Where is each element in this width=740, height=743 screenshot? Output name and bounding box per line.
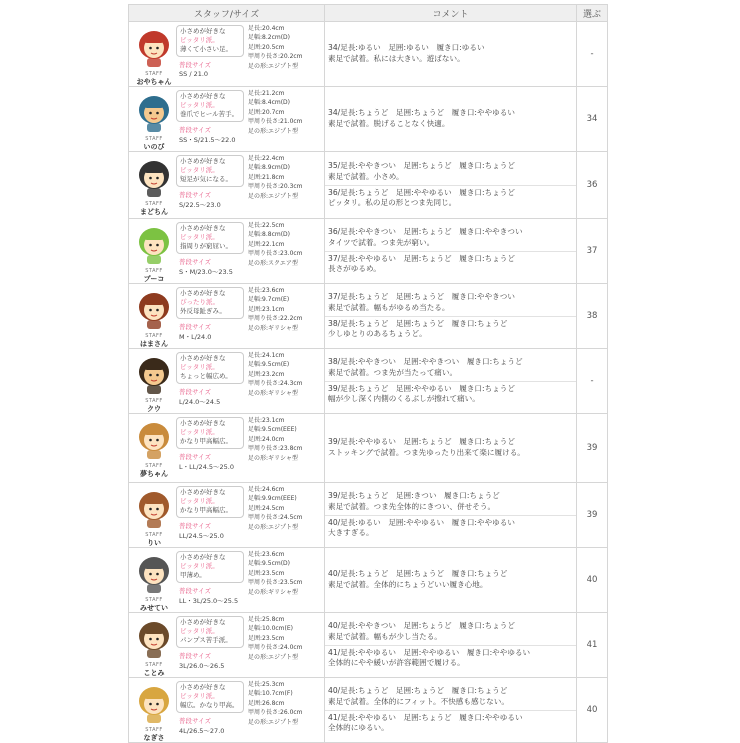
bubble-line-1: 小さめが好きな <box>180 92 226 100</box>
bubble-line-2: ピッタリ派。 <box>180 497 219 505</box>
comment-cell <box>325 87 577 152</box>
foot-measurements <box>248 680 324 727</box>
speech-bubble <box>176 551 244 583</box>
measurement-line: 足囲:26.8cm <box>248 699 285 707</box>
comment-block <box>325 252 576 277</box>
normal-size-label: 普段サイズ <box>179 453 211 461</box>
speech-bubble <box>176 155 244 187</box>
comment-line: 素足で試着。全体的にちょうどいい履き心地。 <box>328 580 488 589</box>
choice-cell: 40 <box>577 678 608 743</box>
comment-cell <box>325 678 577 743</box>
staff-nickname: おやちゃん <box>136 78 172 86</box>
bubble-line-3: 幅広。かなり甲高。 <box>180 701 239 709</box>
bubble-line-1: 小さめが好きな <box>180 354 226 362</box>
normal-size-value: 4L/26.5～27.0 <box>179 727 225 735</box>
comment-line: 40/足長:ちょうど 足囲:ちょうど 履き口:ちょうど <box>328 569 508 579</box>
foot-measurements <box>248 615 324 662</box>
comment-block <box>325 489 576 515</box>
staff-cell <box>129 548 325 613</box>
choice-cell: 39 <box>577 414 608 483</box>
speech-bubble <box>176 417 244 449</box>
normal-size-value: LL/24.5～25.0 <box>179 532 224 540</box>
foot-measurements <box>248 550 324 597</box>
table-body <box>129 22 608 743</box>
measurement-line: 甲周り長さ:20.3cm <box>248 183 303 191</box>
foot-measurements <box>248 89 324 136</box>
choice-cell: 39 <box>577 483 608 548</box>
measurement-line: 足の形:エジプト型 <box>248 653 299 661</box>
comment-line: 全体的にゆるい。 <box>328 723 389 733</box>
measurement-line: 足長:25.8cm <box>248 616 285 623</box>
normal-size-value: S・M/23.0～23.5 <box>179 268 233 276</box>
normal-size-label: 普段サイズ <box>179 388 211 396</box>
comment-block <box>325 186 576 211</box>
measurement-line: 足の形:エジプト型 <box>248 62 299 70</box>
measurement-line: 足幅:8.8cm(D) <box>248 231 291 239</box>
foot-measurements <box>248 286 324 333</box>
normal-size-value: L・LL/24.5～25.0 <box>179 463 234 471</box>
staff-avatar-icon <box>133 355 175 395</box>
comment-cell <box>325 284 577 349</box>
bubble-line-2: ピッタリ派。 <box>180 166 219 174</box>
bubble-line-3: 指周りが窮屈い。 <box>180 242 232 250</box>
bubble-line-3: パンプス苦手派。 <box>180 636 232 644</box>
normal-size-value: 3L/26.0～26.5 <box>179 662 225 670</box>
comment-block <box>325 225 576 251</box>
comment-line: 素足で試着。私には大きい。遊ばない。 <box>328 54 465 63</box>
measurement-line: 甲周り長さ:21.0cm <box>248 118 303 126</box>
comment-line: タイツで試着。つま先が窮い。 <box>328 237 435 247</box>
speech-bubble <box>176 616 244 648</box>
comment-block <box>325 646 576 671</box>
comment-line: 素足で試着。つま先が当たって痛い。 <box>328 367 458 377</box>
choice-cell: 34 <box>577 87 608 152</box>
foot-measurements <box>248 351 324 398</box>
measurement-line: 足の形:ギリシャ型 <box>248 324 298 332</box>
comment-line: 素足で試着。幅もが少し当たる。 <box>328 631 442 641</box>
staff-nickname: ことみ <box>143 669 165 677</box>
measurement-line: 甲周り長さ:23.0cm <box>248 250 303 258</box>
measurement-line: 足幅:9.9cm(EEE) <box>248 495 297 503</box>
comment-cell <box>325 613 577 678</box>
staff-nickname: いのび <box>143 143 165 151</box>
bubble-line-2: ピッタリ派。 <box>180 627 219 635</box>
measurement-line: 足幅:9.7cm(E) <box>248 296 290 304</box>
choice-cell: 38 <box>577 284 608 349</box>
normal-size-label: 普段サイズ <box>179 717 211 725</box>
staff-cell <box>129 22 325 87</box>
bubble-line-1: 小さめが好きな <box>180 618 226 626</box>
table-row <box>129 219 608 284</box>
bubble-line-2: ぴったり派。 <box>180 298 219 306</box>
foot-measurements <box>248 416 324 463</box>
comment-line: 40/足長:ちょうど 足囲:ちょうど 履き口:ちょうど <box>328 686 508 696</box>
bubble-line-1: 小さめが好きな <box>180 683 226 691</box>
speech-bubble <box>176 681 244 713</box>
comment-line: 34/足長:ちょうど 足囲:ちょうど 履き口:ややゆるい <box>328 108 515 118</box>
normal-size-value: L/24.0～24.5 <box>179 398 221 406</box>
measurement-line: 足幅:10.7cm(F) <box>248 690 293 698</box>
staff-role-label: STAFF <box>145 597 163 603</box>
normal-size-label: 普段サイズ <box>179 191 211 199</box>
speech-bubble <box>176 90 244 122</box>
comment-line: 35/足長:ややきつい 足囲:ちょうど 履き口:ちょうど <box>328 161 515 171</box>
measurement-line: 足囲:21.8cm <box>248 173 285 181</box>
measurement-line: 足囲:23.5cm <box>248 569 285 577</box>
bubble-line-2: ピッタリ派。 <box>180 36 219 44</box>
table-row <box>129 349 608 414</box>
measurement-line: 足囲:23.1cm <box>248 305 285 313</box>
table-row <box>129 613 608 678</box>
normal-size-label: 普段サイズ <box>179 522 211 530</box>
bubble-line-2: ピッタリ派。 <box>180 562 219 570</box>
comment-line: 38/足長:ちょうど 足囲:ちょうど 履き口:ちょうど <box>328 318 508 328</box>
normal-size-label: 普段サイズ <box>179 126 211 134</box>
measurement-line: 足囲:22.1cm <box>248 240 285 248</box>
measurement-line: 足幅:9.5cm(EEE) <box>248 426 297 434</box>
measurement-line: 足長:23.6cm <box>248 551 285 558</box>
comment-line: 38/足長:ややきつい 足囲:ややきつい 履き口:ちょうど <box>328 357 523 367</box>
bubble-line-2: ピッタリ派。 <box>180 101 219 109</box>
bubble-line-1: 小さめが好きな <box>180 419 226 427</box>
table-row <box>129 22 608 87</box>
comment-block <box>325 290 576 316</box>
table-row <box>129 548 608 613</box>
measurement-line: 足囲:20.5cm <box>248 43 285 51</box>
staff-nickname: はまさん <box>140 340 168 348</box>
measurement-line: 足長:22.5cm <box>248 222 285 229</box>
measurement-line: 甲周り長さ:22.2cm <box>248 315 303 323</box>
table-row <box>129 87 608 152</box>
measurement-line: 足長:25.3cm <box>248 681 285 688</box>
staff-avatar-icon <box>133 93 175 133</box>
measurement-line: 足幅:9.5cm(E) <box>248 361 290 369</box>
choice-cell: 37 <box>577 219 608 284</box>
bubble-line-3: かなり甲高幅広。 <box>180 437 232 445</box>
measurement-line: 足の形:エジプト型 <box>248 718 299 726</box>
foot-measurements <box>248 24 324 71</box>
comment-line: 素足で試着。つま先全体的にきつい、併せそう。 <box>328 501 496 511</box>
staff-cell <box>129 152 325 219</box>
measurement-line: 甲周り長さ:24.5cm <box>248 514 303 522</box>
comment-block <box>325 516 576 541</box>
comment-line: 37/足長:ややゆるい 足囲:ちょうど 履き口:ちょうど <box>328 253 515 263</box>
bubble-line-3: かなり甲高幅広。 <box>180 506 232 514</box>
comment-line: 幅が少し深く内側のくるぶしが擦れて痛い。 <box>328 394 480 404</box>
measurement-line: 足長:24.1cm <box>248 352 285 359</box>
staff-nickname: まどちん <box>140 208 168 216</box>
measurement-line: 足囲:20.7cm <box>248 108 285 116</box>
measurement-line: 足幅:8.4cm(D) <box>248 99 291 107</box>
measurement-line: 足の形:ギリシャ型 <box>248 389 298 397</box>
speech-bubble <box>176 287 244 319</box>
measurement-line: 足幅:10.0cm(E) <box>248 625 293 633</box>
comment-line: 大きすぎる。 <box>328 528 374 538</box>
staff-avatar-icon <box>133 225 175 265</box>
comment-line: 34/足長:ゆるい 足囲:ゆるい 履き口:ゆるい <box>328 43 485 53</box>
comment-block <box>325 355 576 381</box>
staff-cell <box>129 349 325 414</box>
bubble-line-2: ピッタリ派。 <box>180 692 219 700</box>
foot-measurements <box>248 485 324 532</box>
normal-size-label: 普段サイズ <box>179 587 211 595</box>
measurement-line: 足幅:8.2cm(D) <box>248 34 291 42</box>
normal-size-value: LL・3L/25.0～25.5 <box>179 597 239 605</box>
measurement-line: 甲周り長さ:26.0cm <box>248 709 303 717</box>
measurement-line: 足の形:ギリシャ型 <box>248 454 298 462</box>
staff-role-label: STAFF <box>145 268 163 274</box>
comment-line: 36/足長:ややきつい 足囲:ちょうど 履き口:ややきつい <box>328 227 523 237</box>
measurement-line: 足長:22.4cm <box>248 155 285 162</box>
normal-size-value: SS・S/21.5～22.0 <box>179 136 236 144</box>
header-choice: 選ぶ <box>577 5 608 22</box>
staff-role-label: STAFF <box>145 532 163 538</box>
speech-bubble <box>176 486 244 518</box>
normal-size-value: S/22.5～23.0 <box>179 201 221 209</box>
staff-cell <box>129 483 325 548</box>
comment-line: 長さがゆるめ。 <box>328 264 381 274</box>
comment-line: ピッタリ。私の足の形とつま先同じ。 <box>328 198 457 208</box>
comment-line: 全体的にやや緩いが許容範囲で履ける。 <box>328 658 465 668</box>
foot-measurements <box>248 221 324 268</box>
bubble-line-2: ピッタリ派。 <box>180 233 219 241</box>
size-table-wrapper <box>128 4 607 743</box>
comment-block <box>325 684 576 710</box>
staff-nickname: クウ <box>147 405 161 413</box>
comment-cell <box>325 414 577 483</box>
staff-avatar-icon <box>133 28 175 68</box>
staff-nickname: プーコ <box>143 275 165 283</box>
bubble-line-1: 小さめが好きな <box>180 27 226 35</box>
normal-size-value: SS / 21.0 <box>179 70 209 78</box>
staff-nickname: りい <box>147 539 161 547</box>
comment-cell <box>325 483 577 548</box>
measurement-line: 甲周り長さ:23.5cm <box>248 579 303 587</box>
measurement-line: 甲周り長さ:24.0cm <box>248 644 303 652</box>
comment-cell <box>325 349 577 414</box>
comment-line: 40/足長:ややきつい 足囲:ちょうど 履き口:ちょうど <box>328 621 515 631</box>
comment-line: 素足で試着。全体的にフィット。不快感も感じない。 <box>328 696 509 706</box>
measurement-line: 足囲:23.5cm <box>248 634 285 642</box>
staff-avatar-icon <box>133 420 175 460</box>
measurement-line: 足長:21.2cm <box>248 90 285 97</box>
comment-line: 40/足長:ゆるい 足囲:ややゆるい 履き口:ややゆるい <box>328 517 515 527</box>
staff-cell <box>129 87 325 152</box>
staff-avatar-icon <box>133 290 175 330</box>
bubble-line-1: 小さめが好きな <box>180 488 226 496</box>
measurement-line: 足長:20.4cm <box>248 25 285 32</box>
measurement-line: 足の形:スクエア型 <box>248 259 298 267</box>
comment-cell <box>325 219 577 284</box>
comment-line: 41/足長:ややゆるい 足囲:ちょうど 履き口:ややゆるい <box>328 712 523 722</box>
measurement-line: 足の形:ギリシャ型 <box>248 588 298 596</box>
normal-size-label: 普段サイズ <box>179 258 211 266</box>
measurement-line: 足囲:24.5cm <box>248 504 285 512</box>
comment-block <box>325 567 576 592</box>
bubble-line-3: 甲薄め。 <box>180 571 206 579</box>
comment-line: 36/足長:ちょうど 足囲:ややゆるい 履き口:ちょうど <box>328 187 515 197</box>
comment-line: 素足で試着。幅もがゆるめ当たる。 <box>328 302 450 312</box>
staff-role-label: STAFF <box>145 71 163 77</box>
staff-nickname: みせてい <box>140 604 168 612</box>
bubble-line-2: ピッタリ派。 <box>180 428 219 436</box>
comment-line: 素足で試着。脱げることなく快適。 <box>328 119 450 128</box>
comment-line: 39/足長:ちょうど 足囲:ややゆるい 履き口:ちょうど <box>328 383 515 393</box>
comment-cell <box>325 152 577 219</box>
measurement-line: 足長:23.6cm <box>248 287 285 294</box>
speech-bubble <box>176 352 244 384</box>
header-comment: コメント <box>325 5 577 22</box>
normal-size-label: 普段サイズ <box>179 323 211 331</box>
staff-avatar-icon <box>133 684 175 724</box>
normal-size-value: M・L/24.0 <box>179 333 212 341</box>
table-row <box>129 152 608 219</box>
table-row <box>129 678 608 743</box>
measurement-line: 甲周り長さ:20.2cm <box>248 53 303 61</box>
staff-role-label: STAFF <box>145 333 163 339</box>
comment-block <box>325 159 576 185</box>
comment-line: 39/足長:ちょうど 足囲:きつい 履き口:ちょうど <box>328 491 500 501</box>
measurement-line: 足囲:23.2cm <box>248 370 285 378</box>
staff-role-label: STAFF <box>145 201 163 207</box>
measurement-line: 足の形:エジプト型 <box>248 192 299 200</box>
bubble-line-3: 巻爪でヒール苦手。 <box>180 110 239 118</box>
comment-block <box>325 382 576 407</box>
bubble-line-1: 小さめが好きな <box>180 289 226 297</box>
comment-line: 39/足長:ややゆるい 足囲:ちょうど 履き口:ちょうど <box>328 437 515 447</box>
staff-avatar-icon <box>133 554 175 594</box>
measurement-line: 足の形:エジプト型 <box>248 523 299 531</box>
comment-line: ストッキングで試着。つま先ゆったり出来て楽に履ける。 <box>328 448 525 457</box>
staff-avatar-icon <box>133 158 175 198</box>
comment-line: 素足で試着。小さめ。 <box>328 171 404 181</box>
normal-size-label: 普段サイズ <box>179 652 211 660</box>
bubble-line-3: 短足が気になる。 <box>180 175 232 183</box>
measurement-line: 足長:23.1cm <box>248 417 285 424</box>
foot-measurements <box>248 154 324 201</box>
choice-cell: 40 <box>577 548 608 613</box>
measurement-line: 足囲:24.0cm <box>248 435 285 443</box>
speech-bubble <box>176 222 244 254</box>
staff-cell <box>129 414 325 483</box>
measurement-line: 足の形:エジプト型 <box>248 127 299 135</box>
staff-role-label: STAFF <box>145 727 163 733</box>
measurement-line: 足幅:9.5cm(D) <box>248 560 291 568</box>
staff-cell <box>129 284 325 349</box>
comment-line: 41/足長:ややゆるい 足囲:ややゆるい 履き口:ややゆるい <box>328 647 531 657</box>
staff-avatar-icon <box>133 489 175 529</box>
table-header-row <box>129 5 608 22</box>
table-row <box>129 414 608 483</box>
table-row <box>129 284 608 349</box>
staff-nickname: なぎさ <box>143 734 165 742</box>
normal-size-label: 普段サイズ <box>179 61 211 69</box>
comment-block <box>325 41 576 66</box>
staff-cell <box>129 219 325 284</box>
staff-role-label: STAFF <box>145 463 163 469</box>
choice-cell: - <box>577 22 608 87</box>
header-staff-size: スタッフ/サイズ <box>129 5 325 22</box>
comment-block <box>325 106 576 131</box>
staff-cell <box>129 613 325 678</box>
comment-block <box>325 435 576 460</box>
measurement-line: 甲周り長さ:24.3cm <box>248 380 303 388</box>
staff-role-label: STAFF <box>145 398 163 404</box>
bubble-line-3: 薄くて小さい足。 <box>180 45 232 53</box>
staff-cell <box>129 678 325 743</box>
bubble-line-3: 外反母趾ぎみ。 <box>180 307 226 315</box>
staff-role-label: STAFF <box>145 662 163 668</box>
measurement-line: 足長:24.6cm <box>248 486 285 493</box>
comment-block <box>325 317 576 342</box>
staff-nickname: 夢ちゃん <box>140 470 168 478</box>
measurement-line: 甲周り長さ:23.8cm <box>248 445 303 453</box>
staff-role-label: STAFF <box>145 136 163 142</box>
speech-bubble <box>176 25 244 57</box>
comment-block <box>325 711 576 736</box>
comment-cell <box>325 548 577 613</box>
bubble-line-2: ピッタリ派。 <box>180 363 219 371</box>
choice-cell: 41 <box>577 613 608 678</box>
comment-line: 少しゆとりのあるちょうど。 <box>328 329 427 339</box>
bubble-line-3: ちょっと幅広め。 <box>180 372 232 380</box>
table-row <box>129 483 608 548</box>
comment-line: 37/足長:ちょうど 足囲:ちょうど 履き口:ややきつい <box>328 292 515 302</box>
choice-cell: 36 <box>577 152 608 219</box>
size-comparison-table <box>128 4 608 743</box>
comment-cell <box>325 22 577 87</box>
bubble-line-1: 小さめが好きな <box>180 224 226 232</box>
staff-avatar-icon <box>133 619 175 659</box>
bubble-line-1: 小さめが好きな <box>180 157 226 165</box>
measurement-line: 足幅:8.9cm(D) <box>248 164 291 172</box>
bubble-line-1: 小さめが好きな <box>180 553 226 561</box>
choice-cell: - <box>577 349 608 414</box>
comment-block <box>325 619 576 645</box>
